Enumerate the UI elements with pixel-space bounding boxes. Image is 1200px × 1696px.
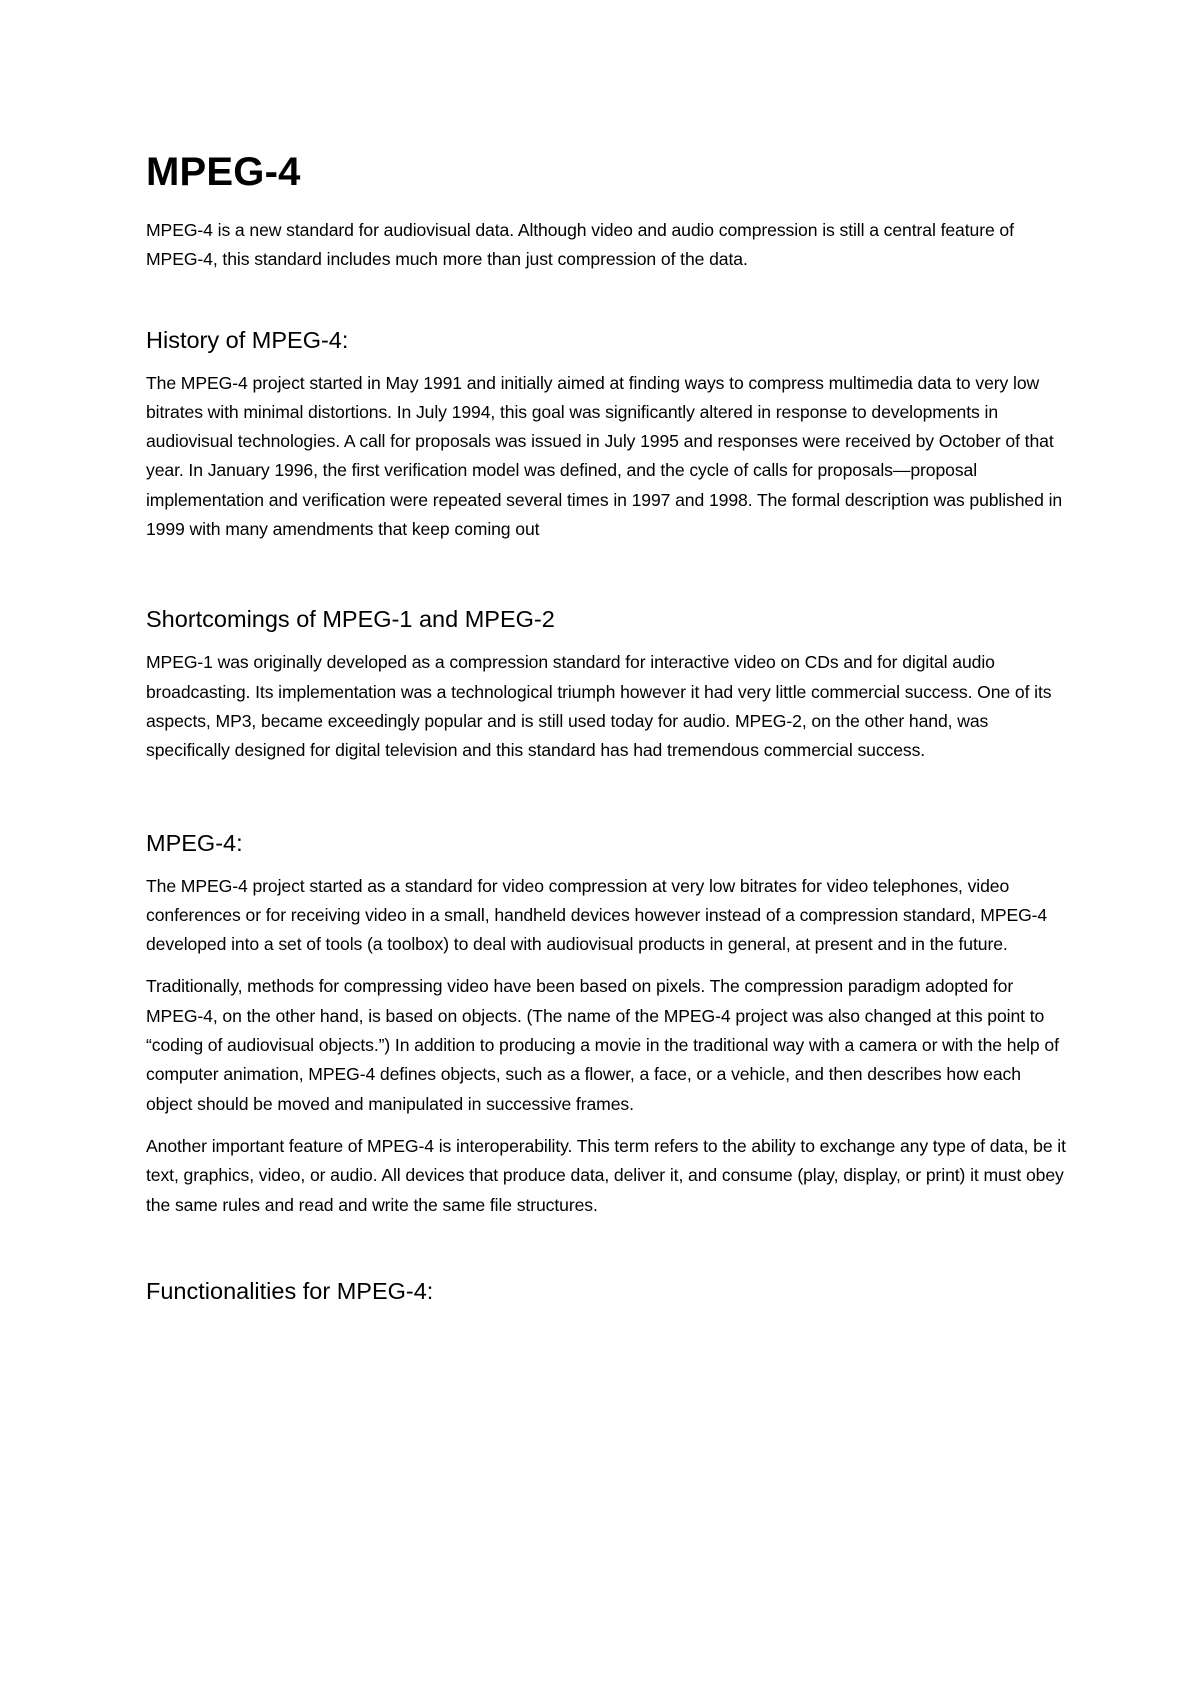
- heading-shortcomings: Shortcomings of MPEG-1 and MPEG-2: [146, 606, 555, 633]
- mpeg4-paragraph-2: Traditionally, methods for compressing video have been based on pixels. The compression paradigm adopted for MPEG-4, on the other hand, is based on objects. (The name of the MPEG-4 project was also changed at this point to “coding of audiovisual objects.”) In addition to producing a movie in the traditional way with a camera or with the help of computer animation, MPEG-4 defines objects, such as a flower, a face, or a vehicle, and then describes how each object should be moved and manipulated in successive frames.: [146, 976, 1059, 1114]
- heading-mpeg4: MPEG-4:: [146, 829, 243, 856]
- mpeg4-paragraph-3: Another important feature of MPEG-4 is interoperability. This term refers to the ability to exchange any type of data, be it text, graphics, video, or audio. All devices that produce data, deliver it, and consume (play, display, or print) it must obey the same rules and read and write the same file structures.: [146, 1135, 1066, 1215]
- document-title: MPEG-4: [146, 150, 301, 194]
- heading-functionalities: Functionalities for MPEG-4:: [146, 1277, 434, 1304]
- mpeg4-paragraph-1: The MPEG-4 project started as a standard for video compression at very low bitrates for video telephones, video conferences or for receiving video in a small, handheld devices however instead of a compression standard, MPEG-4 developed into a set of tools (a toolbox) to deal with audiovisual products in general, at present and in the future.: [146, 875, 1048, 955]
- shortcomings-paragraph: MPEG-1 was originally developed as a compression standard for interactive video on CDs and for digital audio broadcasting. Its implementation was a technological triumph however it had very little commercial success. One of its aspects, MP3, became exceedingly popular and is still used today for audio. MPEG-2, on the other hand, was specifically designed for digital television and this standard has had tremendous commercial success.: [146, 652, 1052, 761]
- heading-history: History of MPEG-4:: [146, 326, 349, 353]
- document-body: [146, 148, 1066, 1320]
- intro-paragraph: MPEG-4 is a new standard for audiovisual data. Although video and audio compression is still a central feature of MPEG-4, this standard includes much more than just compression of the data.: [146, 220, 1014, 270]
- history-paragraph: The MPEG-4 project started in May 1991 and initially aimed at finding ways to compress multimedia data to very low bitrates with minimal distortions. In July 1994, this goal was significantly altered in response to developments in audiovisual technologies. A call for proposals was issued in July 1995 and responses were received by October of that year. In January 1996, the first verification model was defined, and the cycle of calls for proposals—proposal implementation and verification were repeated several times in 1997 and 1998. The formal description was published in 1999 with many amendments that keep coming out: [146, 372, 1063, 540]
